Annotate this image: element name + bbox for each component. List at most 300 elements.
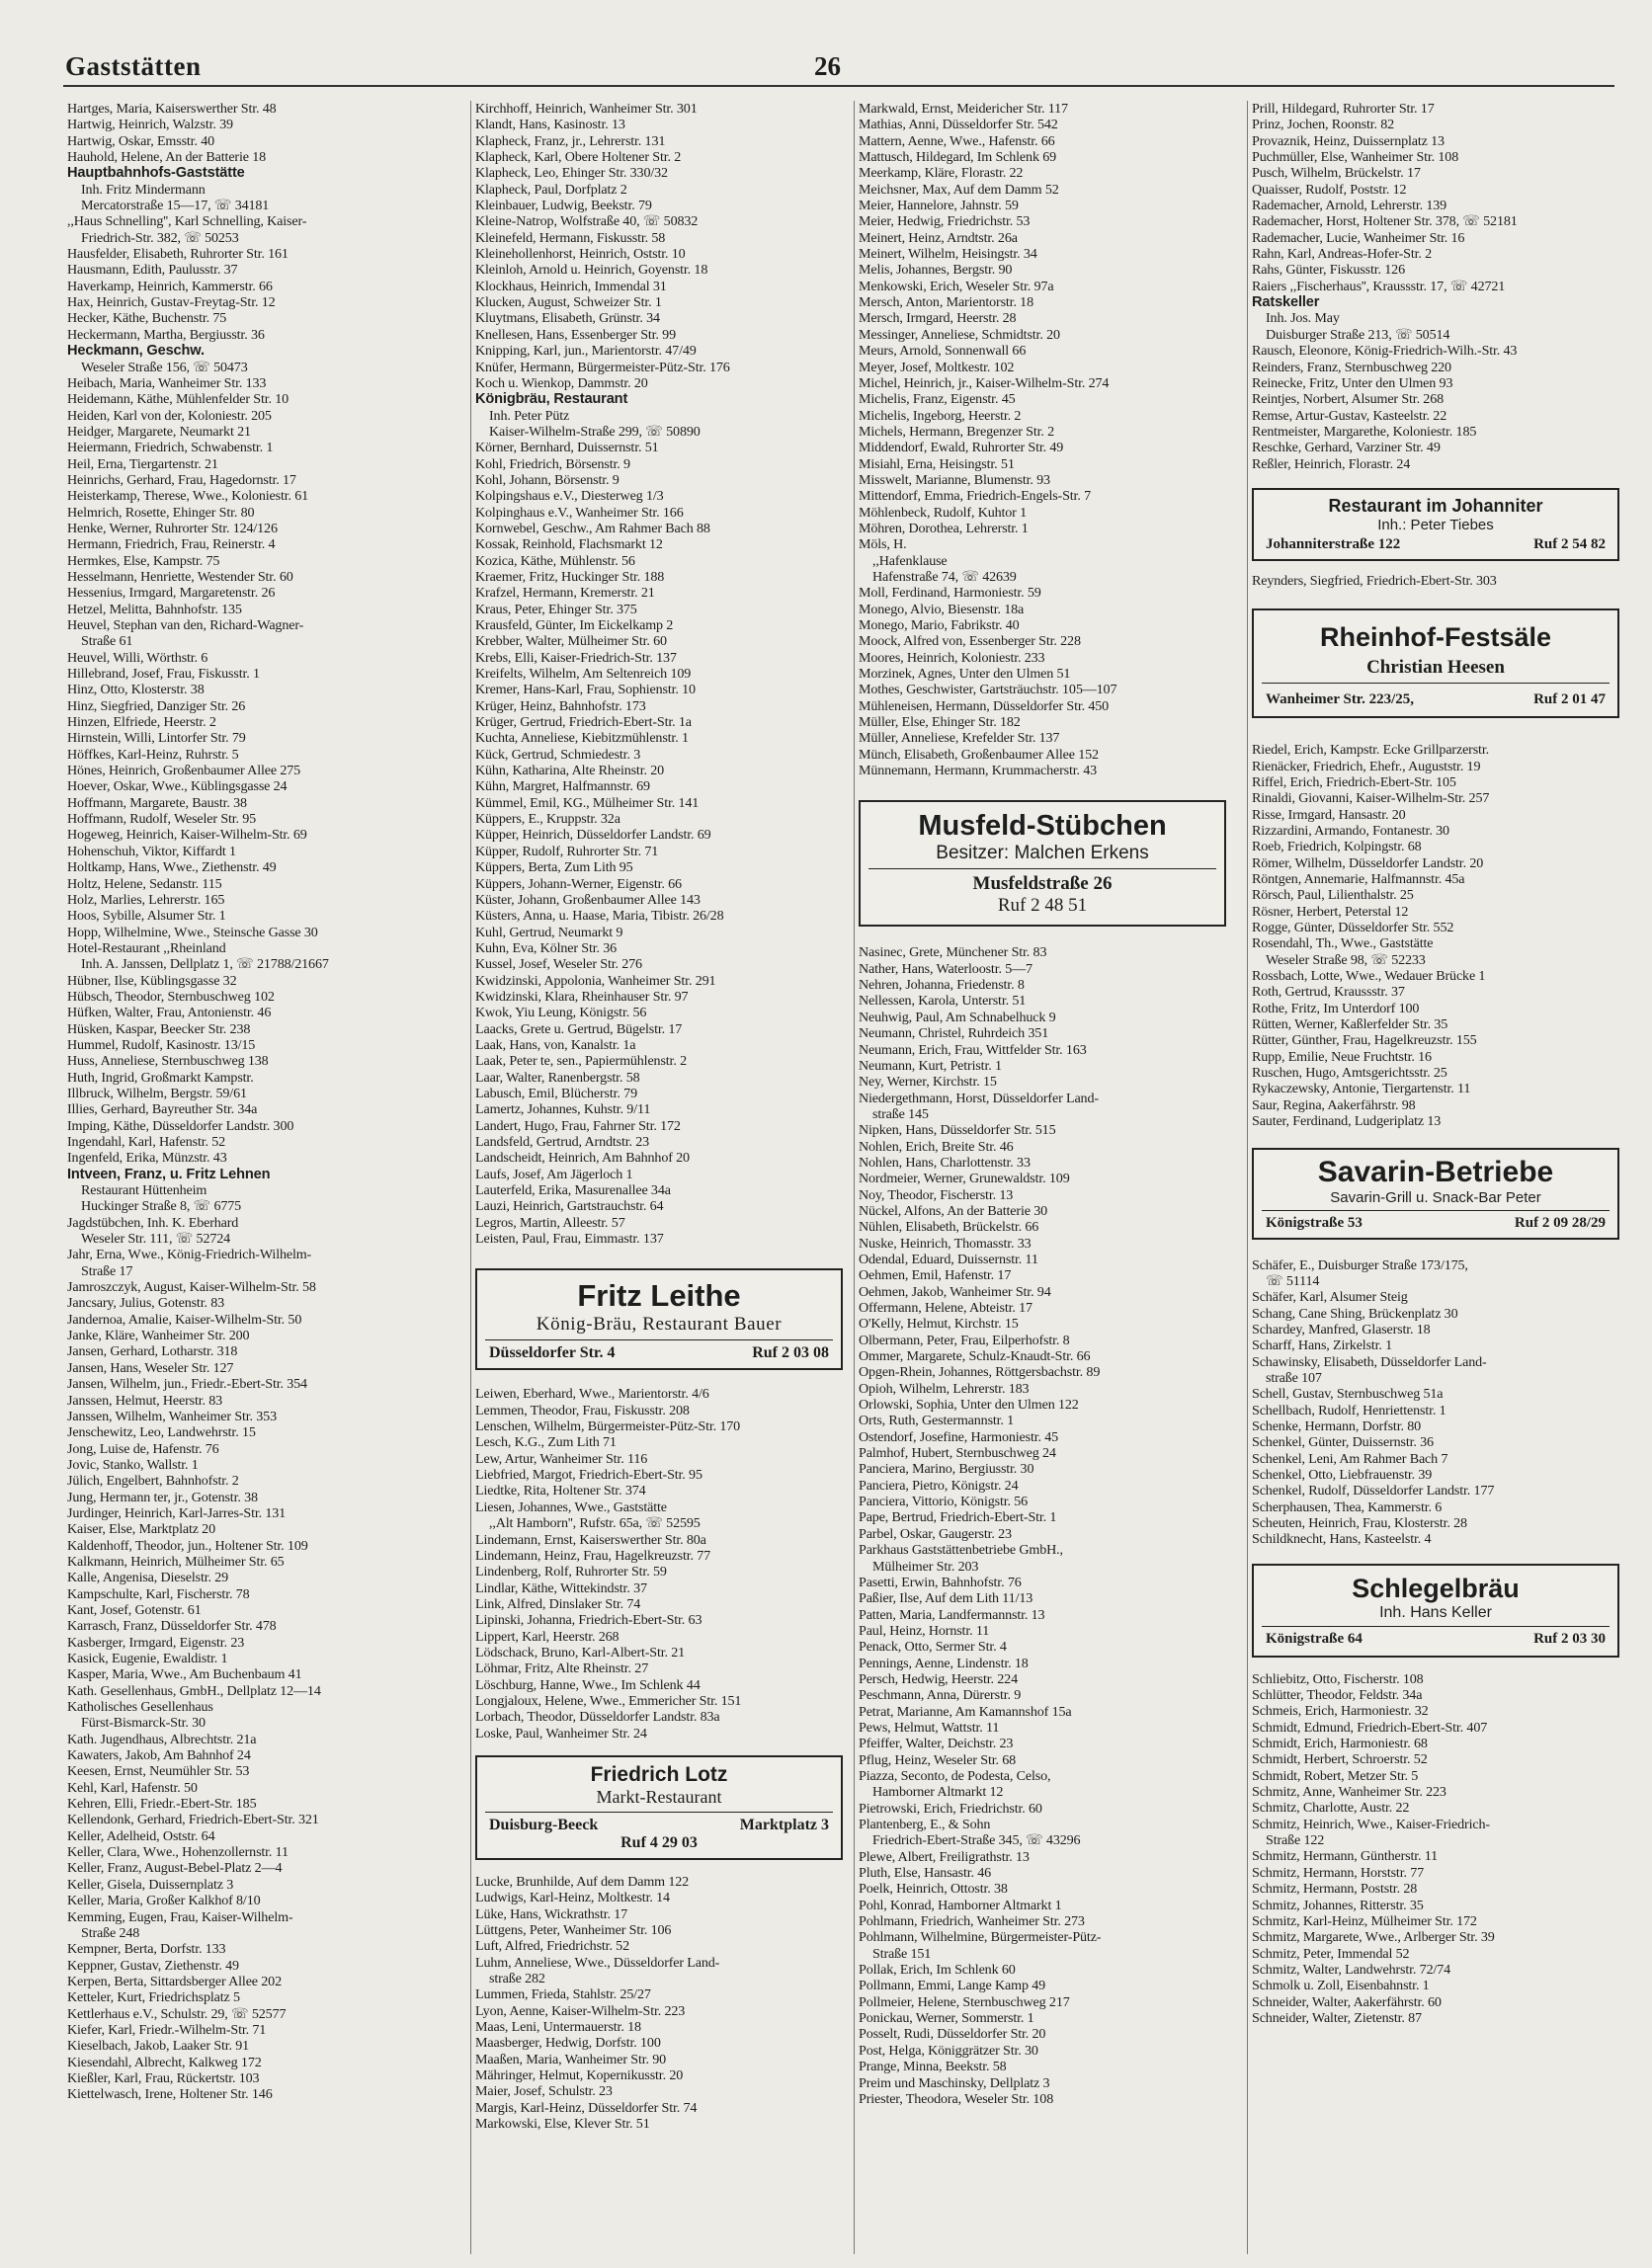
listing-entry: Jansen, Hans, Weseler Str. 127 [67, 1359, 234, 1376]
listing-entry: Schenkel, Otto, Liebfrauenstr. 39 [1252, 1466, 1433, 1483]
listing-entry: Rahn, Karl, Andreas-Hofer-Str. 2 [1252, 246, 1433, 263]
listing-entry: Rausch, Eleonore, König-Friedrich-Wilh.-Str. 43 [1252, 343, 1518, 360]
listing-entry: Rörsch, Paul, Lilienthalstr. 25 [1252, 887, 1414, 904]
listing-entry: Opgen-Rhein, Johannes, Röttgersbachstr. 89 [859, 1364, 1101, 1381]
ad-address-row [477, 1344, 841, 1368]
listing-entry: Huss, Anneliese, Sternbuschweg 138 [67, 1053, 269, 1070]
listing-entry: Mattern, Aenne, Wwe., Hafenstr. 66 [859, 132, 1055, 149]
listing-entry: Kussel, Josef, Weseler Str. 276 [475, 956, 642, 973]
listing-entry: Jung, Hermann ter, jr., Gotenstr. 38 [67, 1489, 258, 1505]
listing-entry: Schildknecht, Hans, Kasteelstr. 4 [1252, 1531, 1432, 1548]
listing-entry: Kraus, Peter, Ehinger Str. 375 [475, 601, 637, 617]
listing-entry: Laufs, Josef, Am Jägerloch 1 [475, 1166, 633, 1182]
listing-entry: Jahr, Erna, Wwe., König-Friedrich-Wilhelm- [67, 1247, 312, 1263]
listing-entry: Janssen, Helmut, Heerstr. 83 [67, 1392, 223, 1409]
ad-musfeld-stuebchen [859, 800, 1226, 927]
entry-list [859, 101, 1226, 778]
listing-entry: Hartges, Maria, Kaiserswerther Str. 48 [67, 101, 277, 117]
listing-entry: Mersch, Irmgard, Heerstr. 28 [859, 310, 1017, 327]
listing-entry: Nather, Hans, Waterloostr. 5—7 [859, 960, 1032, 977]
listing-entry: Piazza, Seconto, de Podesta, Celso, [859, 1767, 1051, 1784]
listing-entry: Kraemer, Fritz, Huckinger Str. 188 [475, 568, 665, 585]
listing-entry: Schenke, Hermann, Dorfstr. 80 [1252, 1418, 1421, 1434]
listing-entry: Hotel-Restaurant ,,Rheinland [67, 939, 226, 956]
listing-entry: Mattusch, Hildegard, Im Schlenk 69 [859, 149, 1057, 166]
listing-heading: Ratskeller [1252, 294, 1320, 311]
listing-entry: Jancsary, Julius, Gotenstr. 83 [67, 1295, 224, 1312]
listing-entry: Mülheimer Str. 203 [872, 1558, 979, 1575]
listing-entry: Kant, Josef, Gotenstr. 61 [67, 1601, 202, 1618]
listing-entry: Kellendonk, Gerhard, Friedrich-Ebert-Str. 321 [67, 1812, 319, 1828]
ad-address-row [1254, 1215, 1617, 1238]
listing-entry: Kasberger, Irmgard, Eigenstr. 23 [67, 1634, 245, 1651]
entry-list [1252, 101, 1619, 472]
ad-divider [1262, 683, 1610, 684]
listing-entry: Krüger, Gertrud, Friedrich-Ebert-Str. 1a [475, 714, 692, 731]
column-2 [470, 101, 843, 2254]
listing-entry: Kerpen, Berta, Sittardsberger Allee 202 [67, 1973, 282, 1989]
listing-entry: Meinert, Wilhelm, Heisingstr. 34 [859, 246, 1037, 263]
listing-entry: Laar, Walter, Ranenbergstr. 58 [475, 1069, 640, 1086]
listing-entry: Hausfelder, Elisabeth, Ruhrorter Str. 161 [67, 246, 289, 263]
ad-title: Savarin-Betriebe [1317, 1155, 1554, 1188]
listing-heading: Königbräu, Restaurant [475, 391, 628, 408]
listing-entry: Rütter, Günther, Frau, Hagelkreuzstr. 155 [1252, 1032, 1477, 1049]
listing-entry: Krebs, Elli, Kaiser-Friedrich-Str. 137 [475, 649, 677, 666]
listing-entry: Schmitz, Karl-Heinz, Mülheimer Str. 172 [1252, 1912, 1477, 1929]
listing-entry: Kiesendahl, Albrecht, Kalkweg 172 [67, 2054, 262, 2070]
listing-entry: Nückel, Alfons, An der Batterie 30 [859, 1202, 1047, 1219]
listing-entry: Heuvel, Stephan van den, Richard-Wagner- [67, 617, 304, 633]
listing-entry: Kohl, Johann, Börsenstr. 9 [475, 471, 620, 488]
listing-entry: Schneider, Walter, Zietenstr. 87 [1252, 2009, 1422, 2026]
listing-entry: Mathias, Anni, Düsseldorfer Str. 542 [859, 117, 1058, 133]
listing-entry: Keller, Adelheid, Oststr. 64 [67, 1827, 215, 1844]
listing-entry: Mittendorf, Emma, Friedrich-Engels-Str. 7 [859, 488, 1091, 505]
listing-entry: Keller, Franz, August-Bebel-Platz 2—4 [67, 1860, 283, 1877]
listing-entry: Reinders, Franz, Sternbuschweg 220 [1252, 359, 1451, 375]
listing-entry: Lauterfeld, Erika, Masurenallee 34a [475, 1182, 671, 1199]
ad-address: Duisburg-Beeck [489, 1816, 599, 1833]
listing-entry: Kleinehollenhorst, Heinrich, Oststr. 10 [475, 246, 686, 263]
listing-entry: Schmitz, Anne, Wanheimer Str. 223 [1252, 1784, 1446, 1801]
page-header [63, 49, 1614, 87]
listing-entry: Inh. Peter Pütz [489, 407, 570, 424]
listing-entry: Koch u. Wienkop, Dammstr. 20 [475, 374, 648, 391]
listing-entry: Riedel, Erich, Kampstr. Ecke Grillparzerstr. [1252, 742, 1489, 759]
listing-entry: Ruschen, Hugo, Amtsgerichtsstr. 25 [1252, 1065, 1447, 1082]
listing-entry: Hessenius, Irmgard, Margaretenstr. 26 [67, 585, 276, 602]
listing-entry: Opioh, Wilhelm, Lehrerstr. 183 [859, 1380, 1030, 1397]
listing-entry: Mothes, Geschwister, Gartsträuchstr. 105—107 [859, 682, 1117, 698]
listing-entry: Lyon, Aenne, Kaiser-Wilhelm-Str. 223 [475, 2002, 686, 2019]
ad-address: Königstraße 53 [1266, 1214, 1363, 1231]
listing-entry: Maas, Leni, Untermauerstr. 18 [475, 2019, 641, 2036]
listing-entry: Maasberger, Hedwig, Dorfstr. 100 [475, 2035, 661, 2052]
listing-entry: Rizzardini, Armando, Fontanestr. 30 [1252, 822, 1449, 839]
listing-entry: Ketteler, Kurt, Friedrichsplatz 5 [67, 1989, 240, 2006]
listing-entry: Kalkmann, Heinrich, Mülheimer Str. 65 [67, 1553, 285, 1570]
listing-entry: Keesen, Ernst, Neumühler Str. 53 [67, 1763, 250, 1780]
listing-entry: Küppers, Berta, Zum Lith 95 [475, 859, 633, 876]
listing-entry: Rütten, Werner, Kaßlerfelder Str. 35 [1252, 1016, 1448, 1033]
listing-entry: Schang, Cane Shing, Brückenplatz 30 [1252, 1305, 1458, 1322]
listing-entry: Janssen, Wilhelm, Wanheimer Str. 353 [67, 1408, 277, 1424]
listing-entry: Lippert, Karl, Heerstr. 268 [475, 1628, 620, 1645]
listing-entry: Landsfeld, Gertrud, Arndtstr. 23 [475, 1134, 650, 1150]
listing-entry: Helmrich, Rosette, Ehinger Str. 80 [67, 504, 255, 521]
listing-entry: Huckinger Straße 8, ☏ 6775 [81, 1198, 242, 1215]
listing-entry: Hillebrand, Josef, Frau, Fiskusstr. 1 [67, 666, 260, 683]
listing-entry: Moll, Ferdinand, Harmoniestr. 59 [859, 585, 1041, 602]
listing-entry: Kremer, Hans-Karl, Frau, Sophienstr. 10 [475, 682, 696, 698]
listing-entry: Scherphausen, Thea, Kammerstr. 6 [1252, 1498, 1443, 1515]
listing-entry: Loske, Paul, Wanheimer Str. 24 [475, 1725, 647, 1742]
listing-entry: Karrasch, Franz, Düsseldorfer Str. 478 [67, 1618, 277, 1635]
listing-entry: Persch, Hedwig, Heerstr. 224 [859, 1670, 1018, 1687]
listing-entry: Küppers, E., Kruppstr. 32a [475, 811, 620, 828]
ad-address-row [477, 1817, 841, 1834]
listing-heading: Heckmann, Geschw. [67, 343, 205, 360]
listing-entry: Roth, Gertrud, Kraussstr. 37 [1252, 984, 1405, 1001]
listing-entry: Jandernoa, Amalie, Kaiser-Wilhelm-Str. 50 [67, 1311, 302, 1328]
listing-entry: Pusch, Wilhelm, Brückelstr. 17 [1252, 165, 1421, 182]
ad-divider [868, 868, 1216, 869]
listing-entry: Rentmeister, Margarethe, Koloniestr. 185 [1252, 423, 1477, 440]
listing-entry: Illies, Gerhard, Bayreuther Str. 34a [67, 1101, 258, 1118]
listing-entry: Oehmen, Emil, Hafenstr. 17 [859, 1267, 1012, 1284]
listing-entry: Legros, Martin, Alleestr. 57 [475, 1214, 625, 1231]
listing-entry: Hartwig, Heinrich, Walzstr. 39 [67, 117, 233, 133]
listing-entry: Schmitz, Charlotte, Austr. 22 [1252, 1800, 1410, 1817]
listing-entry: Risse, Irmgard, Hansastr. 20 [1252, 806, 1406, 823]
listing-entry: Messinger, Anneliese, Schmidtstr. 20 [859, 326, 1060, 343]
ad-rheinhof-festsaele [1252, 608, 1619, 718]
listing-entry: Pflug, Heinz, Weseler Str. 68 [859, 1751, 1017, 1768]
ad-line: König-Bräu, Restaurant Bauer [536, 1314, 783, 1336]
listing-entry: Knellesen, Hans, Essenberger Str. 99 [475, 326, 676, 343]
listing-entry: Misiahl, Erna, Heisingstr. 51 [859, 455, 1015, 472]
listing-entry: Krafzel, Hermann, Kremerstr. 21 [475, 585, 655, 602]
listing-entry: Weseler Str. 111, ☏ 52724 [81, 1231, 231, 1248]
ad-address-row [1254, 1631, 1617, 1656]
listing-entry: Knipping, Karl, jun., Marientorstr. 47/49 [475, 343, 697, 360]
listing-entry: Inh. Fritz Mindermann [81, 181, 206, 198]
listing-entry: Noy, Theodor, Fischerstr. 13 [859, 1186, 1014, 1203]
listing-entry: Pohlmann, Wilhelmine, Bürgermeister-Pütz- [859, 1929, 1102, 1946]
listing-entry: Lamertz, Johannes, Kuhstr. 9/11 [475, 1101, 651, 1118]
listing-entry: Kuhl, Gertrud, Neumarkt 9 [475, 924, 623, 940]
listing-entry: Schmitz, Hermann, Güntherstr. 11 [1252, 1848, 1439, 1865]
listing-entry: Pape, Bertrud, Friedrich-Ebert-Str. 1 [859, 1509, 1057, 1526]
listing-entry: Weseler Straße 156, ☏ 50473 [81, 359, 248, 375]
listing-entry: Holz, Marlies, Lehrerstr. 165 [67, 891, 225, 908]
listing-entry: Inh. A. Janssen, Dellplatz 1, ☏ 21788/21667 [81, 956, 329, 973]
listing-entry: Pews, Helmut, Wattstr. 11 [859, 1719, 1000, 1736]
listing-entry: Liebfried, Margot, Friedrich-Ebert-Str. 95 [475, 1467, 702, 1484]
listing-entry: Rossbach, Lotte, Wwe., Wedauer Brücke 1 [1252, 968, 1486, 985]
listing-entry: Möhlenbeck, Rudolf, Kuhtor 1 [859, 504, 1027, 521]
listing-entry: Schäfer, Karl, Alsumer Steig [1252, 1289, 1408, 1306]
listing-entry: Jurdinger, Heinrich, Karl-Jarres-Str. 131 [67, 1504, 287, 1521]
listing-entry: Kuhn, Eva, Kölner Str. 36 [475, 939, 618, 956]
listing-entry: Lindlar, Käthe, Wittekindstr. 37 [475, 1580, 647, 1596]
ad-title: Fritz Leithe [577, 1278, 741, 1314]
listing-entry: Henke, Werner, Ruhrorter Str. 124/126 [67, 520, 278, 536]
listing-entry: Pollak, Erich, Im Schlenk 60 [859, 1962, 1016, 1979]
listing-entry: Schenkel, Günter, Duissernstr. 36 [1252, 1434, 1434, 1451]
entry-list [859, 944, 1226, 2107]
listing-entry: Ludwigs, Karl-Heinz, Moltkestr. 14 [475, 1890, 670, 1906]
listing-entry: Nehren, Johanna, Friedenstr. 8 [859, 977, 1025, 994]
listing-entry: Keppner, Gustav, Ziethenstr. 49 [67, 1957, 239, 1974]
listing-entry: Odendal, Eduard, Duissernstr. 11 [859, 1251, 1038, 1267]
listing-entry: Kath. Jugendhaus, Albrechtstr. 21a [67, 1731, 257, 1747]
ad-address-row [1254, 688, 1617, 716]
listing-entry: Janke, Kläre, Wanheimer Str. 200 [67, 1328, 250, 1344]
ad-title: Friedrich Lotz [590, 1762, 728, 1786]
listing-entry: straße 145 [872, 1105, 929, 1122]
listing-entry: Reintjes, Norbert, Alsumer Str. 268 [1252, 391, 1445, 408]
listing-entry: Kolpinghaus e.V., Wanheimer Str. 166 [475, 504, 684, 521]
listing-entry: Heibach, Maria, Wanheimer Str. 133 [67, 374, 267, 391]
listing-entry: Kempner, Berta, Dorfstr. 133 [67, 1941, 226, 1958]
listing-entry: Lindenberg, Rolf, Ruhrorter Str. 59 [475, 1564, 667, 1580]
listing-entry: Lindemann, Heinz, Frau, Hagelkreuzstr. 77 [475, 1547, 711, 1564]
listing-entry: Longjaloux, Helene, Wwe., Emmericher Str. 151 [475, 1692, 742, 1709]
listing-entry: Hönes, Heinrich, Großenbaumer Allee 275 [67, 763, 301, 779]
listing-entry: Kiettelwasch, Irene, Holtener Str. 146 [67, 2086, 273, 2103]
ad-savarin-betriebe [1252, 1148, 1619, 1240]
listing-entry: Riffel, Erich, Friedrich-Ebert-Str. 105 [1252, 773, 1456, 790]
listing-entry: Plantenberg, E., & Sohn [859, 1817, 991, 1832]
listing-entry: Münnemann, Hermann, Krummacherstr. 43 [859, 763, 1098, 779]
ad-line: Markt-Restaurant [596, 1786, 722, 1807]
ad-address: Musfeldstraße 26 [972, 873, 1113, 895]
listing-entry: Kuchta, Anneliese, Kiebitzmühlenstr. 1 [475, 730, 689, 747]
listing-entry: Küster, Johann, Großenbaumer Allee 143 [475, 891, 701, 908]
listing-entry: Pennings, Aenne, Lindenstr. 18 [859, 1655, 1029, 1671]
listing-entry: Meerkamp, Kläre, Florastr. 22 [859, 165, 1024, 182]
listing-entry: Kleinloh, Arnold u. Heinrich, Goyenstr. 18 [475, 262, 708, 279]
listing-entry: Quaisser, Rudolf, Poststr. 12 [1252, 181, 1407, 198]
ad-phone: Ruf 2 48 51 [997, 895, 1088, 917]
listing-entry: Maaßen, Maria, Wanheimer Str. 90 [475, 2051, 667, 2067]
listing-entry: Friedrich-Ebert-Straße 345, ☏ 43296 [872, 1832, 1081, 1849]
listing-entry: Hax, Heinrich, Gustav-Freytag-Str. 12 [67, 294, 276, 311]
listing-entry: Müller, Else, Ehinger Str. 182 [859, 714, 1021, 731]
listing-entry: Klucken, August, Schweizer Str. 1 [475, 294, 662, 311]
ad-address-2: Marktplatz 3 [739, 1816, 829, 1833]
listing-entry: Ostendorf, Josefine, Harmoniestr. 45 [859, 1428, 1059, 1445]
ad-title: Restaurant im Johanniter [1328, 495, 1543, 516]
listing-entry: Rademacher, Arnold, Lehrerstr. 139 [1252, 198, 1447, 214]
listing-entry: Lew, Artur, Wanheimer Str. 116 [475, 1450, 648, 1467]
listing-entry: Scheuten, Heinrich, Frau, Klosterstr. 28 [1252, 1515, 1467, 1531]
listing-entry: Kümmel, Emil, KG., Mülheimer Str. 141 [475, 794, 700, 811]
listing-entry: Schmitz, Peter, Immendal 52 [1252, 1945, 1410, 1962]
listing-entry: Meurs, Arnold, Sonnenwall 66 [859, 343, 1027, 360]
listing-entry: Melis, Johannes, Bergstr. 90 [859, 262, 1013, 279]
listing-entry: Schmidt, Robert, Metzer Str. 5 [1252, 1767, 1419, 1784]
listing-entry: Schmitz, Hermann, Poststr. 28 [1252, 1881, 1418, 1898]
listing-entry: Puchmüller, Else, Wanheimer Str. 108 [1252, 149, 1459, 166]
listing-entry: Parbel, Oskar, Gaugerstr. 23 [859, 1525, 1012, 1542]
listing-entry: Hetzel, Melitta, Bahnhofstr. 135 [67, 601, 242, 617]
listing-entry: Rogge, Günter, Düsseldorfer Str. 552 [1252, 920, 1454, 936]
listing-entry: Moores, Heinrich, Koloniestr. 233 [859, 649, 1045, 666]
listing-entry: Meier, Hedwig, Friedrichstr. 53 [859, 213, 1031, 230]
listing-entry: Nasinec, Grete, Münchener Str. 83 [859, 944, 1047, 961]
listing-entry: Klapheck, Leo, Ehinger Str. 330/32 [475, 165, 668, 182]
listing-entry: Olbermann, Peter, Frau, Eilperhofstr. 8 [859, 1332, 1070, 1348]
listing-entry: Keller, Gisela, Duissernplatz 3 [67, 1876, 234, 1893]
listing-entry: Straße 61 [81, 633, 133, 650]
listing-heading: Intveen, Franz, u. Fritz Lehnen [67, 1166, 271, 1182]
listing-entry: Küpper, Heinrich, Düsseldorfer Landstr. 69 [475, 827, 711, 844]
listing-entry: Pollmeier, Helene, Sternbuschweg 217 [859, 1993, 1070, 2010]
listing-entry: Roeb, Friedrich, Kolpingstr. 68 [1252, 839, 1422, 855]
listing-entry: Münch, Elisabeth, Großenbaumer Allee 152 [859, 746, 1099, 763]
listing-entry: Schäfer, E., Duisburger Straße 173/175, [1252, 1256, 1468, 1273]
listing-entry: Schenkel, Rudolf, Düsseldorfer Landstr. 177 [1252, 1483, 1495, 1499]
listing-entry: Kück, Gertrud, Schmiedestr. 3 [475, 746, 641, 763]
listing-entry: Schawinsky, Elisabeth, Düsseldorfer Land- [1252, 1353, 1487, 1370]
listing-entry: Lorbach, Theodor, Düsseldorfer Landstr. 83a [475, 1709, 720, 1726]
listing-entry: Schmitz, Margarete, Wwe., Arlberger Str. 39 [1252, 1929, 1495, 1946]
listing-entry: Michelis, Franz, Eigenstr. 45 [859, 391, 1016, 408]
listing-entry: Straße 17 [81, 1262, 133, 1279]
column-1 [67, 101, 435, 2254]
listing-entry: Misswelt, Marianne, Blumenstr. 93 [859, 471, 1050, 488]
listing-entry: Ommer, Margarete, Schulz-Knaudt-Str. 66 [859, 1348, 1091, 1365]
listing-entry: Rinaldi, Giovanni, Kaiser-Wilhelm-Str. 257 [1252, 790, 1490, 807]
listing-entry: Kozica, Käthe, Mühlenstr. 56 [475, 552, 635, 569]
ad-divider [1262, 1210, 1610, 1211]
listing-entry: Kalle, Angenisa, Dieselstr. 29 [67, 1570, 229, 1586]
listing-entry: Jovic, Stanko, Wallstr. 1 [67, 1456, 199, 1473]
listing-entry: Klapheck, Karl, Obere Holtener Str. 2 [475, 149, 682, 166]
listing-entry: Schenkel, Leni, Am Rahmer Bach 7 [1252, 1450, 1448, 1467]
listing-entry: Pietrowski, Erich, Friedrichstr. 60 [859, 1800, 1042, 1817]
listing-entry: Leisten, Paul, Frau, Eimmastr. 137 [475, 1231, 664, 1248]
listing-entry: Ney, Werner, Kirchstr. 15 [859, 1074, 997, 1091]
listing-entry: Duisburger Straße 213, ☏ 50514 [1266, 326, 1450, 343]
listing-entry: Schmitz, Johannes, Ritterstr. 35 [1252, 1897, 1424, 1913]
listing-entry: Maier, Josef, Schulstr. 23 [475, 2083, 613, 2100]
ad-address: Johanniterstraße 122 [1266, 535, 1401, 552]
listing-entry: Haverkamp, Heinrich, Kammerstr. 66 [67, 278, 273, 294]
listing-entry: Reschke, Gerhard, Varziner Str. 49 [1252, 440, 1441, 456]
listing-entry: Schmidt, Herbert, Schroerstr. 52 [1252, 1751, 1428, 1768]
ad-line: Inh. Hans Keller [1379, 1603, 1492, 1621]
listing-entry: Krüger, Heinz, Bahnhofstr. 173 [475, 697, 646, 714]
listing-entry: Hübner, Ilse, Küblingsgasse 32 [67, 972, 237, 989]
listing-entry: Panciera, Pietro, Königstr. 24 [859, 1477, 1019, 1494]
listing-entry: Hopp, Wilhelmine, Wwe., Steinsche Gasse 30 [67, 924, 318, 940]
listing-entry: Offermann, Helene, Abteistr. 17 [859, 1300, 1032, 1316]
listing-entry: Katholisches Gesellenhaus [67, 1699, 213, 1716]
listing-entry: Schmitz, Hermann, Horststr. 77 [1252, 1864, 1424, 1881]
listing-entry: Straße 248 [81, 1924, 140, 1941]
listing-entry: Hoffmann, Rudolf, Weseler Str. 95 [67, 811, 257, 828]
listing-entry: Paßier, Ilse, Auf dem Lith 11/13 [859, 1590, 1033, 1607]
listing-entry: Niedergethmann, Horst, Düsseldorfer Land- [859, 1090, 1099, 1106]
listing-entry: Inh. Jos. May [1266, 310, 1340, 327]
ad-schlegelbraeu [1252, 1564, 1619, 1658]
listing-entry: Hinzen, Elfriede, Heerstr. 2 [67, 714, 216, 731]
listing-entry: Möhren, Dorothea, Lehrerstr. 1 [859, 520, 1029, 536]
listing-entry: Kath. Gesellenhaus, GmbH., Dellplatz 12—14 [67, 1682, 321, 1699]
listing-entry: Kaiser-Wilhelm-Straße 299, ☏ 50890 [489, 423, 701, 440]
listing-entry: Lauzi, Heinrich, Gartstrauchstr. 64 [475, 1198, 664, 1215]
listing-entry: Jansen, Gerhard, Lotharstr. 318 [67, 1343, 238, 1360]
listing-entry: Middendorf, Ewald, Ruhrorter Str. 49 [859, 440, 1064, 456]
listing-entry: Keller, Maria, Großer Kalkhof 8/10 [67, 1893, 261, 1909]
listing-entry: Kawaters, Jakob, Am Bahnhof 24 [67, 1747, 251, 1764]
listing-entry: Rösner, Herbert, Peterstal 12 [1252, 903, 1409, 920]
ad-phone: Ruf 2 03 08 [752, 1344, 829, 1362]
listing-entry: Schell, Gustav, Sternbuschweg 51a [1252, 1386, 1444, 1403]
ad-line: Inh.: Peter Tiebes [1377, 516, 1494, 533]
listing-entry: Jenschewitz, Leo, Landwehrstr. 15 [67, 1424, 256, 1441]
listing-entry: Scharff, Hans, Zirkelstr. 1 [1252, 1337, 1393, 1354]
listing-entry: Hermann, Friedrich, Frau, Reinerstr. 4 [67, 536, 276, 553]
ad-fritz-leithe [475, 1268, 843, 1370]
listing-entry: ,,Haus Schnelling'', Karl Schnelling, Kaiser- [67, 213, 307, 230]
listing-entry: Orlowski, Sophia, Unter den Ulmen 122 [859, 1397, 1079, 1414]
listing-entry: Neumann, Kurt, Petristr. 1 [859, 1057, 1002, 1074]
listing-entry: Jülich, Engelbert, Bahnhofstr. 2 [67, 1473, 239, 1490]
listing-entry: Reßler, Heinrich, Florastr. 24 [1252, 455, 1411, 472]
listing-heading: Hauptbahnhofs-Gaststätte [67, 165, 245, 182]
listing-entry: Poelk, Heinrich, Ottostr. 38 [859, 1881, 1008, 1898]
listing-entry: Hogeweg, Heinrich, Kaiser-Wilhelm-Str. 69 [67, 827, 307, 844]
listing-entry: Keller, Clara, Wwe., Hohenzollernstr. 11 [67, 1844, 289, 1861]
listing-entry: Rademacher, Horst, Holtener Str. 378, ☏ 52181 [1252, 213, 1518, 230]
listing-entry: Prill, Hildegard, Ruhrorter Str. 17 [1252, 101, 1435, 117]
listing-entry: Monego, Alvio, Biesenstr. 18a [859, 601, 1025, 617]
listing-entry: Schmidt, Edmund, Friedrich-Ebert-Str. 407 [1252, 1719, 1488, 1736]
listing-entry: Mähringer, Helmut, Kopernikusstr. 20 [475, 2067, 684, 2084]
listing-entry: ,,Hafenklause [872, 552, 948, 569]
listing-entry: Rahs, Günter, Fiskusstr. 126 [1252, 262, 1405, 279]
listing-entry: Michelis, Ingeborg, Heerstr. 2 [859, 407, 1022, 424]
listing-entry: Patten, Maria, Landfermannstr. 13 [859, 1606, 1045, 1623]
listing-entry: Nipken, Hans, Düsseldorfer Str. 515 [859, 1122, 1056, 1139]
listing-entry: Hinz, Otto, Klosterstr. 38 [67, 682, 205, 698]
listing-entry: Rupp, Emilie, Neue Fruchtstr. 16 [1252, 1048, 1432, 1065]
listing-entry: Landert, Hugo, Frau, Fahrner Str. 172 [475, 1117, 681, 1134]
listing-entry: ,,Alt Hamborn'', Rufstr. 65a, ☏ 52595 [489, 1515, 701, 1532]
listing-entry: Lipinski, Johanna, Friedrich-Ebert-Str. 63 [475, 1612, 702, 1629]
listing-entry: Hamborner Altmarkt 12 [872, 1784, 1004, 1801]
listing-entry: Prinz, Jochen, Roonstr. 82 [1252, 117, 1395, 133]
listing-entry: Paul, Heinz, Hornstr. 11 [859, 1622, 990, 1639]
listing-entry: Kohl, Friedrich, Börsenstr. 9 [475, 455, 630, 472]
listing-entry: Mersch, Anton, Marientorstr. 18 [859, 294, 1033, 311]
listing-entry: Kaldenhoff, Theodor, jun., Holtener Str. 109 [67, 1537, 308, 1554]
listing-entry: Kirchhoff, Heinrich, Wanheimer Str. 301 [475, 101, 698, 117]
entry-list [475, 101, 843, 1247]
listing-entry: Weseler Straße 98, ☏ 52233 [1266, 951, 1426, 968]
listing-entry: Löhmar, Fritz, Alte Rheinstr. 27 [475, 1660, 649, 1677]
ad-phone: Ruf 2 09 28/29 [1514, 1214, 1606, 1231]
section-title: Gaststätten [65, 51, 202, 81]
listing-entry: Kluytmans, Elisabeth, Grünstr. 34 [475, 310, 660, 327]
ad-divider [485, 1339, 833, 1340]
listing-entry: Klapheck, Franz, jr., Lehrerstr. 131 [475, 132, 666, 149]
